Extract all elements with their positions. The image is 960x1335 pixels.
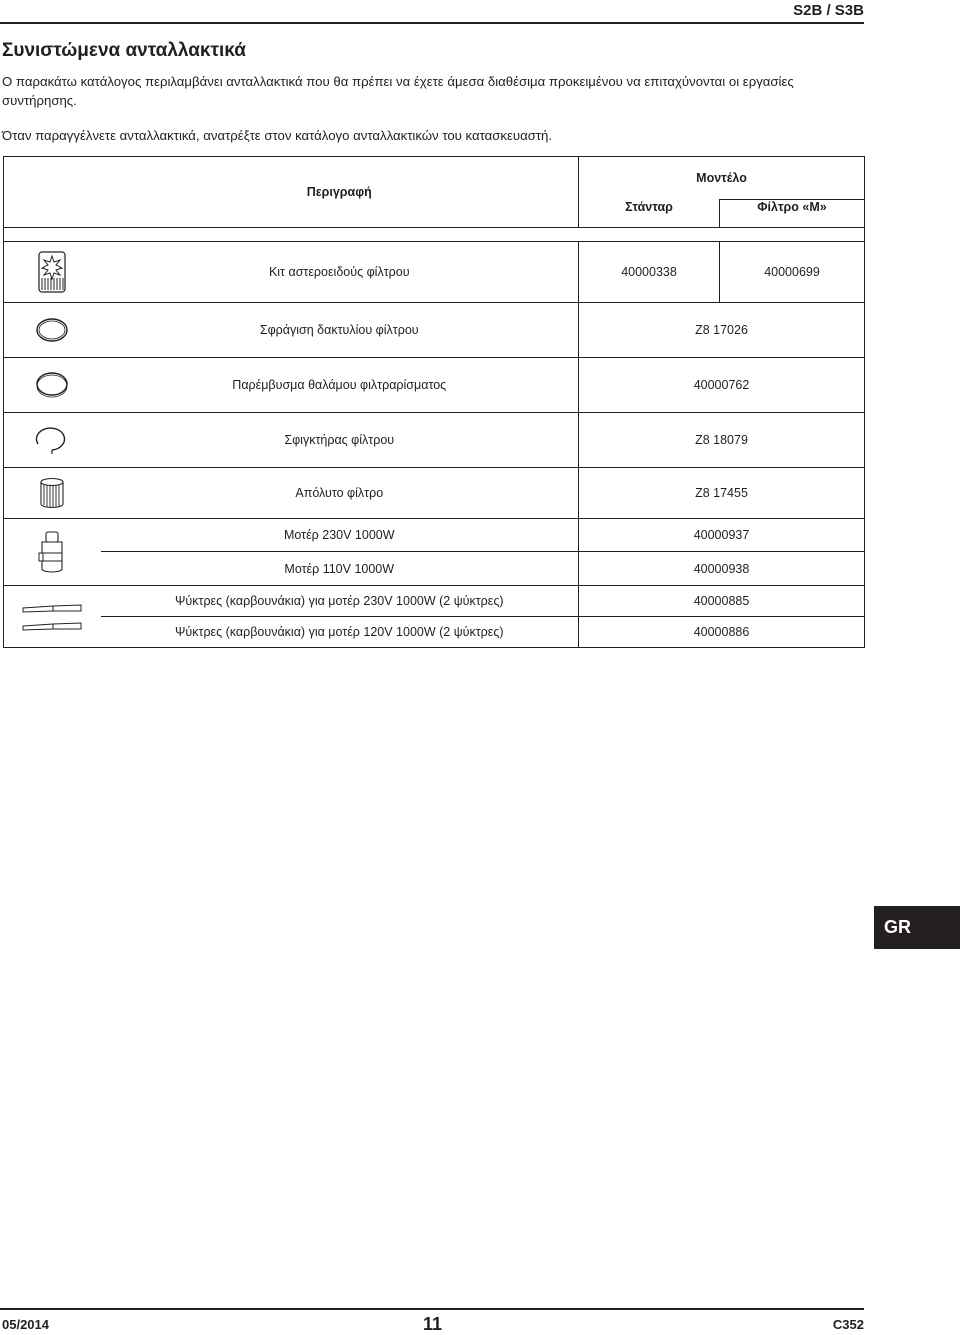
- table-row: [4, 552, 865, 586]
- header-icon-cell: [4, 157, 101, 228]
- row-code: Z8 17026: [579, 303, 865, 358]
- table-row: [4, 617, 865, 648]
- footer-rule: [0, 1308, 864, 1310]
- absolute-filter-icon: [36, 476, 68, 510]
- intro-paragraph-1: Ο παρακάτω κατάλογος περιλαμβάνει ανταλλακτικά που θα πρέπει να έχετε άμεσα διαθέσιμα προκειμένου να επιταχύνονται οι εργασίες συντήρησης.: [2, 74, 794, 108]
- page-number: 11: [423, 1314, 443, 1334]
- spare-parts-table: [3, 156, 865, 648]
- page-title: Συνιστώμενα ανταλλακτικά: [2, 40, 246, 61]
- row-code: 40000886: [579, 617, 865, 648]
- row-code: 40000937: [579, 519, 865, 552]
- motor-icon: [36, 529, 68, 575]
- document-code: C352: [832, 1317, 864, 1332]
- row-icon-cell: [4, 468, 101, 519]
- footer-date: 05/2014: [2, 1317, 49, 1332]
- header-description: Περιγραφή: [101, 157, 579, 228]
- row-code-standard: 40000338: [579, 242, 720, 303]
- table-row: [4, 242, 865, 303]
- header-rule: [0, 22, 864, 24]
- row-icon-cell: [4, 358, 101, 413]
- row-description: Ψύκτρες (καρβουνάκια) για μοτέρ 230V 1000W (2 ψύκτρες): [101, 586, 579, 617]
- chamber-gasket-icon: [32, 370, 72, 400]
- table-row: [4, 413, 865, 468]
- row-description: Σφιγκτήρας φίλτρου: [101, 413, 579, 468]
- row-icon-cell: [4, 303, 101, 358]
- table-row: [4, 468, 865, 519]
- row-code-filter-m: 40000699: [720, 242, 865, 303]
- header-filter-m: Φίλτρο «M»: [720, 200, 865, 228]
- row-description: Απόλυτο φίλτρο: [101, 468, 579, 519]
- row-description: Μοτέρ 230V 1000W: [101, 519, 579, 552]
- row-description: Σφράγιση δακτυλίου φίλτρου: [101, 303, 579, 358]
- row-code: 40000885: [579, 586, 865, 617]
- row-description: Παρέμβυσμα θαλάμου φιλτραρίσματος: [101, 358, 579, 413]
- row-icon-cell: [4, 413, 101, 468]
- row-description: Ψύκτρες (καρβουνάκια) για μοτέρ 120V 1000W (2 ψύκτρες): [101, 617, 579, 648]
- language-tab: GR: [874, 906, 960, 949]
- row-description: Κιτ αστεροειδούς φίλτρου: [101, 242, 579, 303]
- row-code: 40000938: [579, 552, 865, 586]
- header-model: Μοντέλο: [579, 157, 865, 200]
- row-code: 40000762: [579, 358, 865, 413]
- filter-clamp-icon: [32, 424, 72, 456]
- row-code: Z8 17455: [579, 468, 865, 519]
- header-standard: Στάνταρ: [579, 200, 720, 228]
- table-row: [4, 586, 865, 617]
- row-code: Z8 18079: [579, 413, 865, 468]
- row-icon-cell: [4, 519, 101, 586]
- model-badge: S2B / S3B: [793, 2, 864, 19]
- table-row: [4, 303, 865, 358]
- table-row: [4, 519, 865, 552]
- header-spacer: [4, 228, 865, 242]
- row-icon-cell: [4, 586, 101, 648]
- ring-seal-icon: [32, 315, 72, 345]
- row-description: Μοτέρ 110V 1000W: [101, 552, 579, 586]
- table-row: [4, 358, 865, 413]
- row-icon-cell: [4, 242, 101, 303]
- intro-paragraph-2: Όταν παραγγέλνετε ανταλλακτικά, ανατρέξτε στον κατάλογο ανταλλακτικών του κατασκευαστή.: [2, 128, 553, 143]
- star-filter-icon: [35, 248, 69, 296]
- carbon-brushes-icon: [19, 600, 85, 634]
